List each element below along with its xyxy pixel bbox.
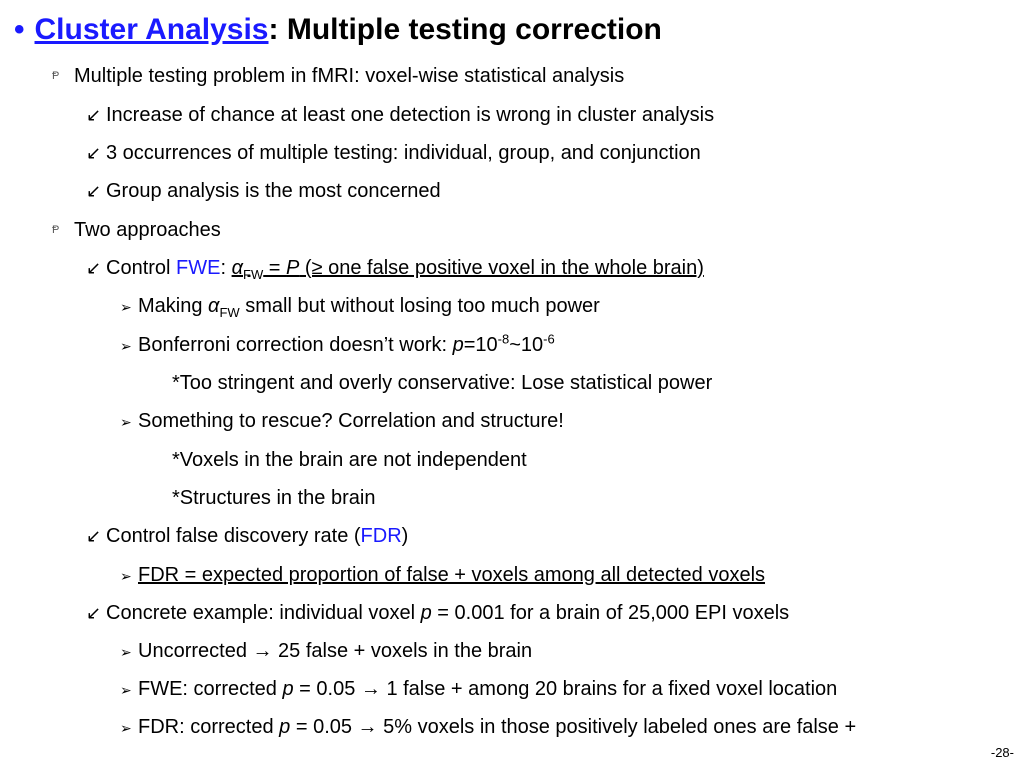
list-item [52,64,624,91]
alpha-symbol: α [231,257,243,279]
list-item [120,563,765,588]
p-symbol: p [452,334,464,356]
fdr-definition: FDR = expected proportion of false + voxels among all detected voxels [138,564,766,586]
level2-arrow-bullet-icon: ↙ [86,526,102,546]
cluster-analysis-link[interactable]: Cluster Analysis [34,13,269,46]
list-item [120,294,600,319]
slide-title [14,10,662,50]
item-text: 3 occurrences of multiple testing: individual, group, and conjunction [106,142,701,164]
item-text: FDR: corrected [138,716,280,738]
item-text: = [263,257,287,279]
item-text: Increase of chance at least one detection is wrong in cluster analysis [106,104,715,126]
item-text: : [220,257,232,279]
fw-subscript: FW [219,305,240,320]
level3-arrow-bullet-icon: ➢ [120,682,132,698]
item-text: *Structures in the brain [172,487,376,509]
item-text: *Too stringent and overly conservative: Lose statistical power [172,372,713,394]
item-text: Concrete example: individual voxel [106,602,421,624]
item-text: Control false discovery rate ( [106,525,361,547]
item-text: Uncorrected → 25 false + voxels in the brain [138,640,533,662]
level1-bullet-icon: Ᵽ [52,70,60,82]
item-text: Multiple testing problem in fMRI: voxel-wise statistical analysis [74,65,625,87]
list-item [86,141,701,165]
level2-arrow-bullet-icon: ↙ [86,105,102,125]
item-text: *Voxels in the brain are not independent [172,449,527,471]
fwe-term: FWE [176,257,221,279]
item-text: Bonferroni correction doesn’t work: [138,334,453,356]
item-text: (≥ one false positive voxel in the whole brain) [299,257,704,279]
list-item [172,486,375,510]
list-item [86,524,408,548]
item-text: = 0.05 → 5% voxels in those positively labeled ones are false + [290,716,857,738]
level1-bullet-icon: Ᵽ [52,224,60,236]
item-text: =10 [463,334,498,356]
list-item [52,218,221,245]
item-text: Control [106,257,177,279]
p-symbol: p [282,678,294,700]
item-text: = 0.001 for a brain of 25,000 EPI voxels [431,602,790,624]
level3-arrow-bullet-icon: ➢ [120,338,132,354]
list-item [120,715,856,740]
list-item [86,256,704,280]
item-text: Something to rescue? Correlation and structure! [138,410,564,432]
fdr-term: FDR [360,525,402,547]
list-item [172,448,527,472]
item-text: = 0.05 → 1 false + among 20 brains for a fixed voxel location [293,678,838,700]
level3-arrow-bullet-icon: ➢ [120,720,132,736]
p-symbol: p [420,602,432,624]
level2-arrow-bullet-icon: ↙ [86,143,102,163]
p-symbol: p [279,716,291,738]
list-item [120,639,532,664]
list-item [86,601,789,625]
level2-arrow-bullet-icon: ↙ [86,181,102,201]
p-symbol: P [286,257,300,279]
level3-arrow-bullet-icon: ➢ [120,414,132,430]
item-text: Making [138,295,209,317]
title-text: : Multiple testing correction [268,13,662,46]
fw-subscript: FW [243,267,264,282]
title-bullet: • [14,13,25,46]
level2-arrow-bullet-icon: ↙ [86,603,102,623]
list-item [120,677,837,702]
list-item [120,333,555,358]
item-text: small but without losing too much power [239,295,600,317]
level3-arrow-bullet-icon: ➢ [120,644,132,660]
list-item [120,409,564,434]
level2-arrow-bullet-icon: ↙ [86,258,102,278]
list-item [86,179,441,203]
exponent: -8 [497,331,510,347]
item-text: ~10 [509,334,544,356]
exponent: -6 [543,331,555,347]
item-text: FWE: corrected [138,678,283,700]
page-number: -28- [990,745,1014,760]
item-text: Group analysis is the most concerned [106,180,441,202]
level3-arrow-bullet-icon: ➢ [120,568,132,584]
list-item [86,103,714,127]
fwe-definition [231,257,704,282]
item-text: ) [401,525,409,547]
level3-arrow-bullet-icon: ➢ [120,299,132,315]
alpha-symbol: α [208,295,220,317]
item-text: Two approaches [74,219,221,241]
list-item [172,371,712,395]
